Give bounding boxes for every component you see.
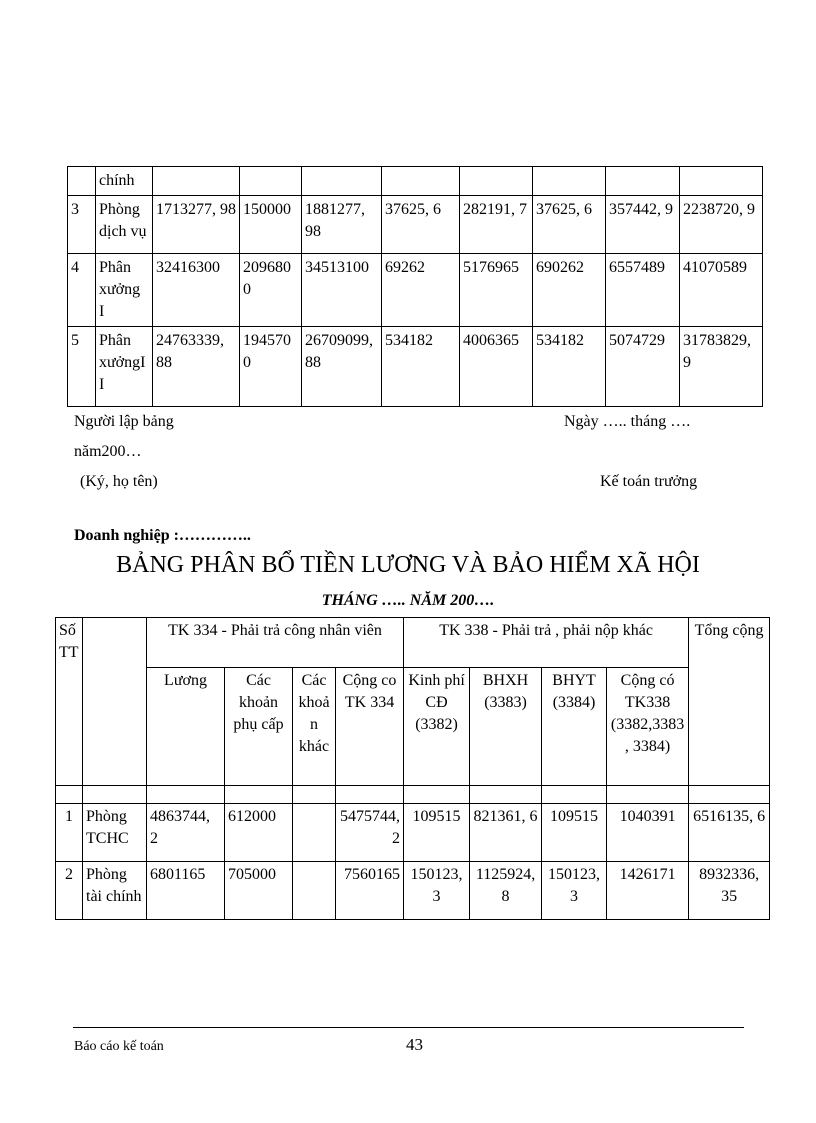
table-cell: 150123, 3 <box>542 862 607 920</box>
table-cell: 1 <box>56 804 83 862</box>
header-stt: Số TT <box>56 618 83 786</box>
table-cell: 4863744, 2 <box>147 804 225 862</box>
table-cell: 1426171 <box>607 862 689 920</box>
table-cell: 612000 <box>225 804 293 862</box>
header-name <box>83 618 147 786</box>
allocation-table-top <box>67 166 763 407</box>
table-cell <box>680 167 763 196</box>
year-label: năm200… <box>74 443 142 460</box>
table-cell <box>606 167 680 196</box>
table-cell: 534182 <box>382 327 460 407</box>
table-cell: 4006365 <box>460 327 533 407</box>
table-cell <box>302 167 382 196</box>
table-cell: chính <box>96 167 153 196</box>
table-cell: 31783829, 9 <box>680 327 763 407</box>
table-cell: 534182 <box>533 327 606 407</box>
table-cell <box>293 804 336 862</box>
header-tk334: TK 334 - Phải trả công nhân viên <box>147 618 404 668</box>
header-luong: Lương <box>147 668 225 786</box>
table-cell: 4 <box>68 254 96 327</box>
table-cell: 32416300 <box>153 254 240 327</box>
table-row <box>68 327 763 407</box>
table-cell: 41070589 <box>680 254 763 327</box>
chief-accountant-label: Kế toán trưởng <box>600 473 698 490</box>
table-cell: 690262 <box>533 254 606 327</box>
table-cell: 5176965 <box>460 254 533 327</box>
document-title: BẢNG PHÂN BỔ TIỀN LƯƠNG VÀ BẢO HIỂM XÃ HỘI <box>116 552 700 578</box>
table-cell: 5475744, 2 <box>336 804 404 862</box>
header-tk338: TK 338 - Phải trả , phải nộp khác <box>404 618 689 668</box>
table-cell: 26709099, 88 <box>302 327 382 407</box>
footer-report-name: Báo cáo kế toán <box>74 1039 164 1054</box>
table-cell <box>153 167 240 196</box>
table-cell <box>68 167 96 196</box>
header-bhyt: BHYT (3384) <box>542 668 607 786</box>
table-row <box>68 167 763 196</box>
table-row <box>68 254 763 327</box>
table-cell: Phân xưởngI I <box>96 327 153 407</box>
table-cell: 1713277, 98 <box>153 196 240 254</box>
table-cell <box>382 167 460 196</box>
table-cell: 5074729 <box>606 327 680 407</box>
page-number: 43 <box>406 1035 423 1054</box>
header-cong334: Cộng co TK 334 <box>336 668 404 786</box>
table-cell: 37625, 6 <box>382 196 460 254</box>
footer-rule <box>73 1027 744 1028</box>
table-cell: 3 <box>68 196 96 254</box>
table-row <box>68 196 763 254</box>
table-cell: 7560165 <box>336 862 404 920</box>
table-cell <box>460 167 533 196</box>
table-cell: 34513100 <box>302 254 382 327</box>
table-cell: 6516135, 6 <box>689 804 770 862</box>
header-kpcd: Kinh phí CĐ (3382) <box>404 668 470 786</box>
table-row <box>56 862 770 920</box>
table-cell: Phòng tài chính <box>83 862 147 920</box>
table-cell: 24763339, 88 <box>153 327 240 407</box>
table-cell: Phòng TCHC <box>83 804 147 862</box>
table-cell: 2238720, 9 <box>680 196 763 254</box>
header-cong338: Cộng có TK338 (3382,3383, 3384) <box>607 668 689 786</box>
table-cell: 69262 <box>382 254 460 327</box>
table-cell: 821361, 6 <box>470 804 542 862</box>
table-cell: 2096800 <box>240 254 302 327</box>
company-label: Doanh nghiệp :………….. <box>74 527 251 544</box>
header-khac: Các khoả n khác <box>293 668 336 786</box>
date-label: Ngày ….. tháng …. <box>564 413 691 430</box>
table-cell: 8932336, 35 <box>689 862 770 920</box>
table-row <box>56 804 770 862</box>
table-cell <box>240 167 302 196</box>
table-cell: 150000 <box>240 196 302 254</box>
table-cell: 1125924, 8 <box>470 862 542 920</box>
blank-row <box>56 786 770 804</box>
table-cell: 109515 <box>404 804 470 862</box>
header-bhxh: BHXH (3383) <box>470 668 542 786</box>
table-cell: 2 <box>56 862 83 920</box>
table-cell: 150123, 3 <box>404 862 470 920</box>
table-cell: 6801165 <box>147 862 225 920</box>
table-cell: 6557489 <box>606 254 680 327</box>
table-cell: 5 <box>68 327 96 407</box>
table-cell: 109515 <box>542 804 607 862</box>
document-subtitle: THÁNG ….. NĂM 200…. <box>321 592 495 609</box>
table-cell: 1040391 <box>607 804 689 862</box>
table-cell: Phân xưởng I <box>96 254 153 327</box>
table-cell: 37625, 6 <box>533 196 606 254</box>
sign-label: (Ký, họ tên) <box>80 473 158 490</box>
header-phucap: Các khoản phụ cấp <box>225 668 293 786</box>
table-cell <box>533 167 606 196</box>
table-cell: Phòng dịch vụ <box>96 196 153 254</box>
header-total: Tổng cộng <box>689 618 770 786</box>
table-cell: 1945700 <box>240 327 302 407</box>
table-cell: 357442, 9 <box>606 196 680 254</box>
table-cell: 1881277, 98 <box>302 196 382 254</box>
preparer-label: Người lập bảng <box>74 413 174 430</box>
table-cell: 705000 <box>225 862 293 920</box>
table-cell <box>293 862 336 920</box>
allocation-table <box>55 617 770 920</box>
table-cell: 282191, 7 <box>460 196 533 254</box>
